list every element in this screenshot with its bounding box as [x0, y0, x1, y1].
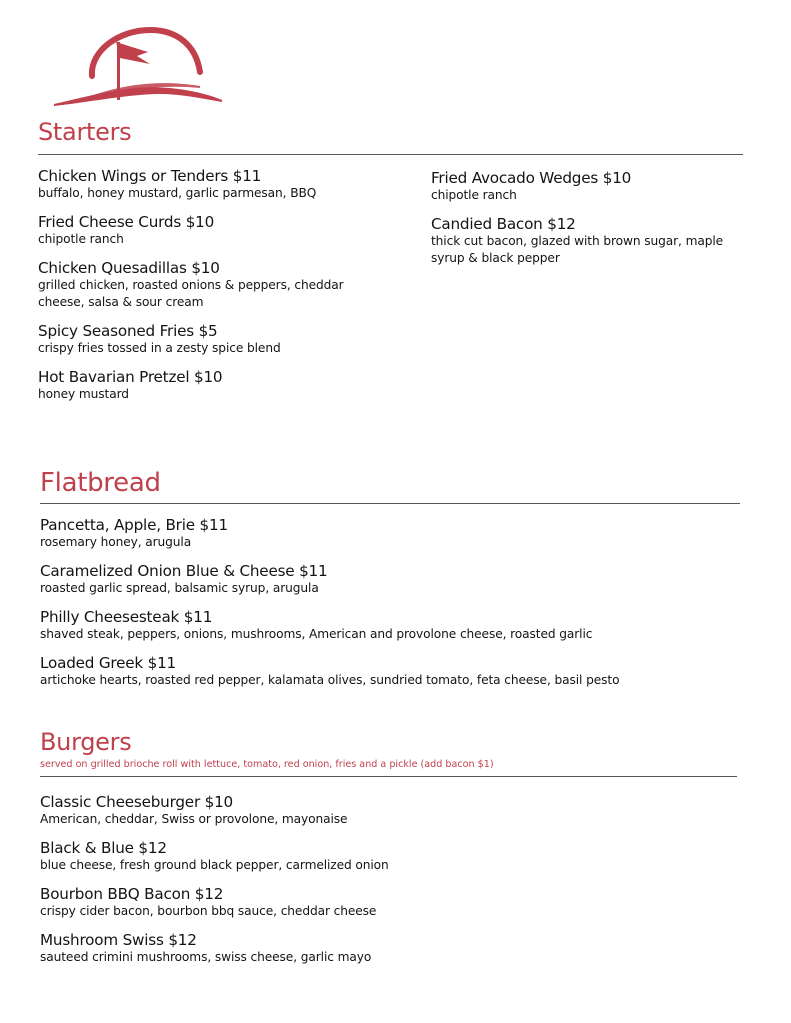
flatbread-list	[40, 516, 740, 700]
menu-item	[38, 167, 358, 202]
item-name: Candied Bacon $12	[431, 215, 576, 233]
burgers-divider	[40, 776, 737, 777]
item-name: Pancetta, Apple, Brie $11	[40, 516, 228, 534]
item-name: Black & Blue $12	[40, 839, 167, 857]
item-description: rosemary honey, arugula	[40, 535, 192, 549]
item-description: chipotle ranch	[38, 232, 124, 246]
item-description: American, cheddar, Swiss or provolone, mayonaise	[40, 812, 348, 826]
item-name: Bourbon BBQ Bacon $12	[40, 885, 224, 903]
menu-item	[38, 213, 358, 248]
starters-divider	[38, 154, 743, 155]
item-description: shaved steak, peppers, onions, mushrooms, American and provolone cheese, roasted garlic	[40, 627, 593, 641]
item-name: Fried Avocado Wedges $10	[431, 169, 632, 187]
starters-right-column	[431, 169, 751, 278]
menu-item	[38, 259, 358, 311]
section-title-starters: Starters	[38, 118, 132, 146]
item-name: Mushroom Swiss $12	[40, 931, 197, 949]
menu-item	[431, 169, 751, 204]
item-description: sauteed crimini mushrooms, swiss cheese, garlic mayo	[40, 950, 372, 964]
menu-item	[40, 885, 740, 920]
item-name: Loaded Greek $11	[40, 654, 177, 672]
item-description: thick cut bacon, glazed with brown sugar, maple syrup & black pepper	[431, 234, 724, 265]
item-description: chipotle ranch	[431, 188, 517, 202]
section-title-burgers: Burgers	[40, 728, 132, 756]
item-name: Chicken Wings or Tenders $11	[38, 167, 262, 185]
item-description: roasted garlic spread, balsamic syrup, arugula	[40, 581, 319, 595]
item-description: artichoke hearts, roasted red pepper, kalamata olives, sundried tomato, feta cheese, basil pesto	[40, 673, 620, 687]
item-name: Fried Cheese Curds $10	[38, 213, 215, 231]
menu-item	[40, 654, 740, 689]
item-name: Spicy Seasoned Fries $5	[38, 322, 218, 340]
menu-item	[40, 931, 740, 966]
burgers-list	[40, 793, 740, 977]
menu-item	[40, 839, 740, 874]
menu-item	[40, 793, 740, 828]
item-description: blue cheese, fresh ground black pepper, carmelized onion	[40, 858, 389, 872]
golf-flag-logo-icon	[50, 24, 225, 112]
burgers-subtitle: served on grilled brioche roll with lettuce, tomato, red onion, fries and a pickle (add bacon $1)	[40, 759, 494, 770]
item-description: crispy cider bacon, bourbon bbq sauce, cheddar cheese	[40, 904, 377, 918]
item-name: Chicken Quesadillas $10	[38, 259, 220, 277]
item-description: honey mustard	[38, 387, 129, 401]
flatbread-divider	[40, 503, 740, 504]
starters-left-column	[38, 167, 358, 414]
menu-item	[431, 215, 751, 267]
menu-item	[40, 562, 740, 597]
item-name: Philly Cheesesteak $11	[40, 608, 213, 626]
item-name: Caramelized Onion Blue & Cheese $11	[40, 562, 328, 580]
item-description: crispy fries tossed in a zesty spice blend	[38, 341, 281, 355]
menu-item	[40, 608, 740, 643]
menu-item	[40, 516, 740, 551]
item-name: Classic Cheeseburger $10	[40, 793, 234, 811]
item-name: Hot Bavarian Pretzel $10	[38, 368, 223, 386]
menu-item	[38, 368, 358, 403]
section-title-flatbread: Flatbread	[40, 468, 161, 498]
menu-item	[38, 322, 358, 357]
item-description: grilled chicken, roasted onions & peppers, cheddar cheese, salsa & sour cream	[38, 278, 344, 309]
item-description: buffalo, honey mustard, garlic parmesan, BBQ	[38, 186, 317, 200]
